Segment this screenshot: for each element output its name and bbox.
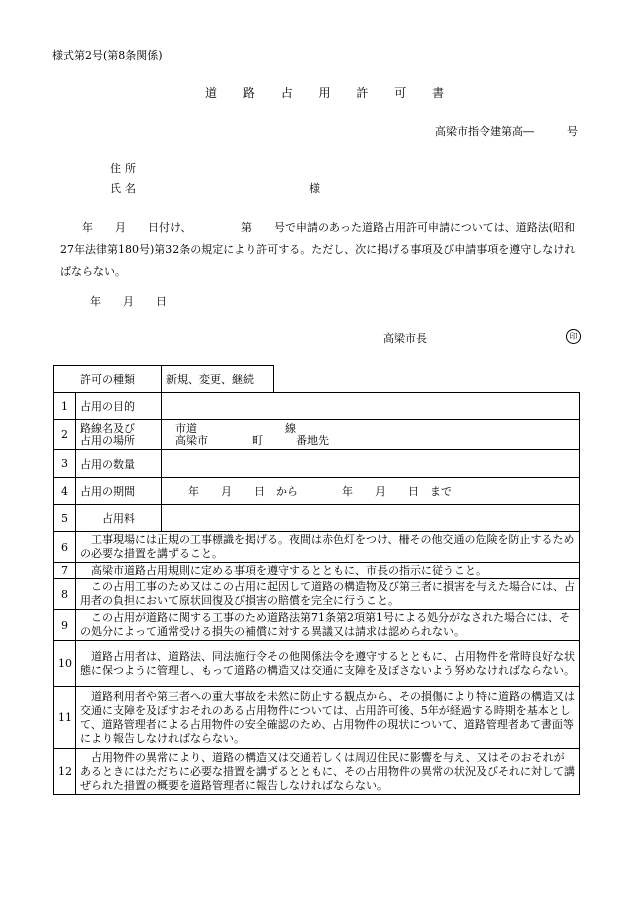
condition-text: 道路占用者は、道路法、同法施行令その他関係法令を遵守するとともに、占用物件を常時良好な状態に保つように管理し、もって道路の構造又は交通に支障を及ぼさないよう努めなければならない。 — [76, 641, 580, 687]
condition-number: 9 — [54, 610, 76, 641]
row-value: 年 月 日 から 年 月 日 まで — [162, 478, 580, 505]
condition-number: 10 — [54, 641, 76, 687]
form-number: 様式第2号(第8条関係) — [52, 49, 163, 62]
body-text: 年 月 日付け、 第 号で申請のあった道路占用許可申請については、道路法(昭和27年法律第180号)第32条の規定により許可する。ただし、次に掲げる事項及び申請事項を遵守しなければならない。 — [60, 221, 576, 278]
location: 高梁市 町 番地先 — [175, 433, 329, 447]
row-number: 5 — [54, 505, 76, 532]
permit-number: 高梁市指令建第高― 号 — [435, 125, 578, 138]
type-blank — [274, 366, 580, 393]
seal-mark: 印 — [566, 329, 581, 344]
condition-number: 7 — [54, 563, 76, 579]
row-number: 1 — [54, 393, 76, 420]
title-char: 許 — [356, 86, 369, 100]
address-label: 住所 — [110, 162, 140, 175]
mayor-title: 高梁市長 — [383, 332, 427, 345]
row-label: 占用料 — [76, 505, 162, 532]
document-title — [205, 84, 466, 101]
condition-number: 12 — [54, 749, 76, 795]
row-number: 2 — [54, 420, 76, 450]
row-value — [162, 450, 580, 478]
title-char: 占 — [280, 86, 293, 100]
row-label: 路線名及び 占用の場所 — [76, 420, 162, 450]
title-char: 用 — [318, 86, 331, 100]
row-label: 占用の目的 — [76, 393, 162, 420]
condition-number: 11 — [54, 687, 76, 749]
row-value — [162, 505, 580, 532]
condition-number: 8 — [54, 579, 76, 610]
condition-text: この占用が道路に関する工事のため道路法第71条第2項第1号による処分がなされた場合には、その処分によって通常受ける損失の補償に対する異議又は請求は認められない。 — [76, 610, 580, 641]
permit-table — [53, 365, 580, 795]
condition-number: 6 — [54, 532, 76, 563]
type-label: 許可の種類 — [54, 366, 162, 393]
row-number: 3 — [54, 450, 76, 478]
issue-date: 年 月 日 — [90, 295, 167, 308]
route-name: 市道 線 — [175, 421, 296, 435]
row-number: 4 — [54, 478, 76, 505]
name-label: 氏名 — [110, 182, 140, 195]
condition-text: 占用物件の異常により、道路の構造又は交通若しくは周辺住民に影響を与え、又はそのおそれがあるときにはただちに必要な措置を講ずるとともに、その占用物件の異常の状況及びそれに対して講ぜられた措置の概要を道路管理者に報告しなければならない。 — [76, 749, 580, 795]
condition-text: この占用工事のため又はこの占用に起因して道路の構造物及び第三者に損害を与えた場合には、占用者の負担において原状回復及び損害の賠償を完全に行うこと。 — [76, 579, 580, 610]
title-char: 道 — [205, 86, 218, 100]
title-char: 可 — [394, 86, 407, 100]
honorific: 様 — [309, 182, 320, 195]
condition-text: 高梁市道路占用規則に定める事項を遵守するとともに、市長の指示に従うこと。 — [76, 563, 580, 579]
title-char: 書 — [432, 86, 445, 100]
title-char: 路 — [242, 86, 255, 100]
row-label: 占用の数量 — [76, 450, 162, 478]
condition-text: 工事現場には正規の工事標識を掲げる。夜間は赤色灯をつけ、柵その他交通の危険を防止するための必要な措置を講ずること。 — [76, 532, 580, 563]
condition-text: 道路利用者や第三者への重大事故を未然に防止する観点から、その損傷により特に道路の構造又は交通に支障を及ぼすおそれのある占用物件については、占用許可後、5年が経過する時期を基本として、道路管理者による占用物件の安全確認のため、占用物件の現状について、道路管理者あて書面等により報告しなければならない。 — [76, 687, 580, 749]
row-label: 占用の期間 — [76, 478, 162, 505]
route-location — [162, 420, 580, 450]
type-value: 新規、変更、継続 — [162, 366, 274, 393]
row-value — [162, 393, 580, 420]
